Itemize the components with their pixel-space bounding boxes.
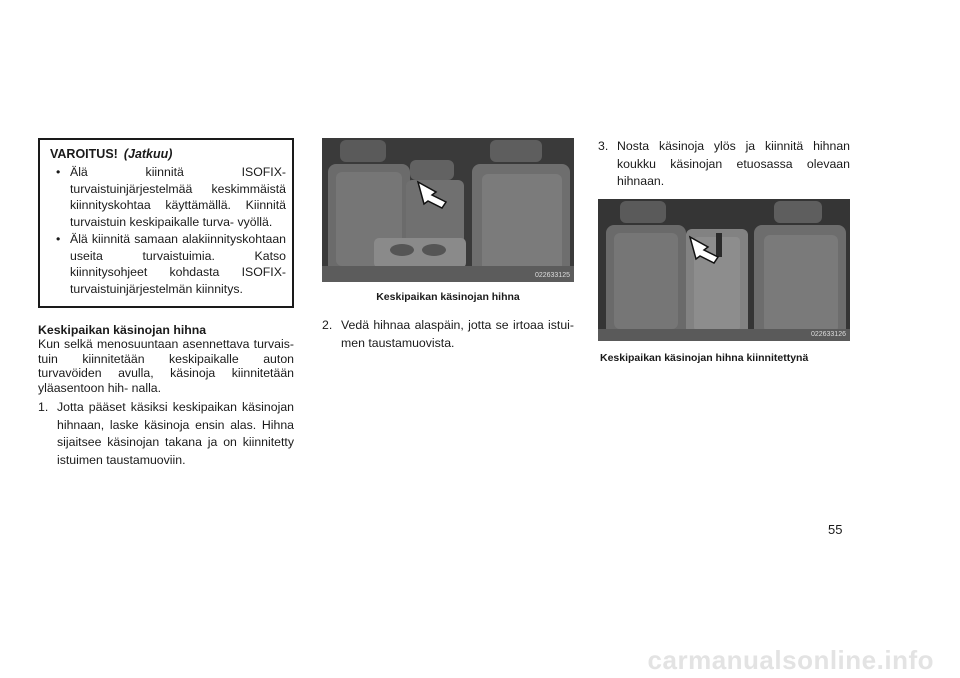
page-number: 55 — [828, 522, 843, 537]
step-number: 1. — [38, 400, 49, 415]
bullet-dot-icon: • — [56, 232, 61, 246]
figure-code: 022633125 — [534, 272, 570, 279]
figure-photo-armrest-up — [598, 199, 850, 341]
section-heading: Keskipaikan käsinojan hihna — [38, 323, 207, 337]
warning-box — [38, 138, 294, 308]
warning-bullet: • Älä kiinnitä samaan alakiinnityskohtaan useita turvaistuimia. Katso kiinnitysohjeet kohdasta ISOFIX-turvaistuinjärjestelmän kiinnitys. — [56, 232, 286, 296]
step-number: 2. — [322, 318, 333, 332]
seat-photo-illustration — [322, 138, 574, 282]
figure-photo-armrest-down — [322, 138, 574, 282]
right-column — [598, 138, 850, 364]
seat-photo-illustration — [598, 199, 850, 341]
figure-caption: Keskipaikan käsinojan hihna kiinnitettynä — [600, 351, 809, 364]
warning-title — [50, 147, 286, 161]
step-1 — [38, 399, 294, 469]
middle-column — [322, 138, 574, 352]
step-2 — [322, 317, 574, 352]
figure-caption: Keskipaikan käsinojan hihna — [376, 291, 520, 303]
warning-label: VAROITUS! — [50, 147, 118, 161]
warning-continued: (Jatkuu) — [123, 147, 173, 161]
step-number: 3. — [598, 139, 609, 153]
section-intro: Kun selkä menosuuntaan asennettava turvais- tuin kiinnitetään keskipaikalle auton turvavöiden avulla, käsinoja kiinnitetään yläasentoon hih- nalla. — [38, 337, 294, 395]
bullet-dot-icon: • — [56, 165, 61, 179]
step-text: Vedä hihnaa alaspäin, jotta se irtoaa istui- men taustamuovista. — [341, 318, 574, 350]
figure-code: 022633126 — [810, 330, 846, 338]
watermark: carmanualsonline.info — [647, 645, 934, 675]
step-3 — [598, 138, 850, 191]
step-text: Jotta pääset käsiksi keskipaikan käsinojan hihnaan, laske käsinoja ensin alas. Hihna sijaitsee käsinojan takana ja on kiinnitetty istuimen taustamuoviin. — [57, 400, 294, 467]
step-text: Nosta käsinoja ylös ja kiinnitä hihnan koukku käsinojan etuosassa olevaan hihnaan. — [617, 139, 850, 188]
left-column — [38, 138, 294, 469]
warning-bullet: • Älä kiinnitä ISOFIX-turvaistuinjärjestelmää keskimmäistä kiinnityskohtaa käyttämällä. Kiinnitä turvaistuin keskipaikalle turva- vyöllä. — [56, 165, 286, 229]
